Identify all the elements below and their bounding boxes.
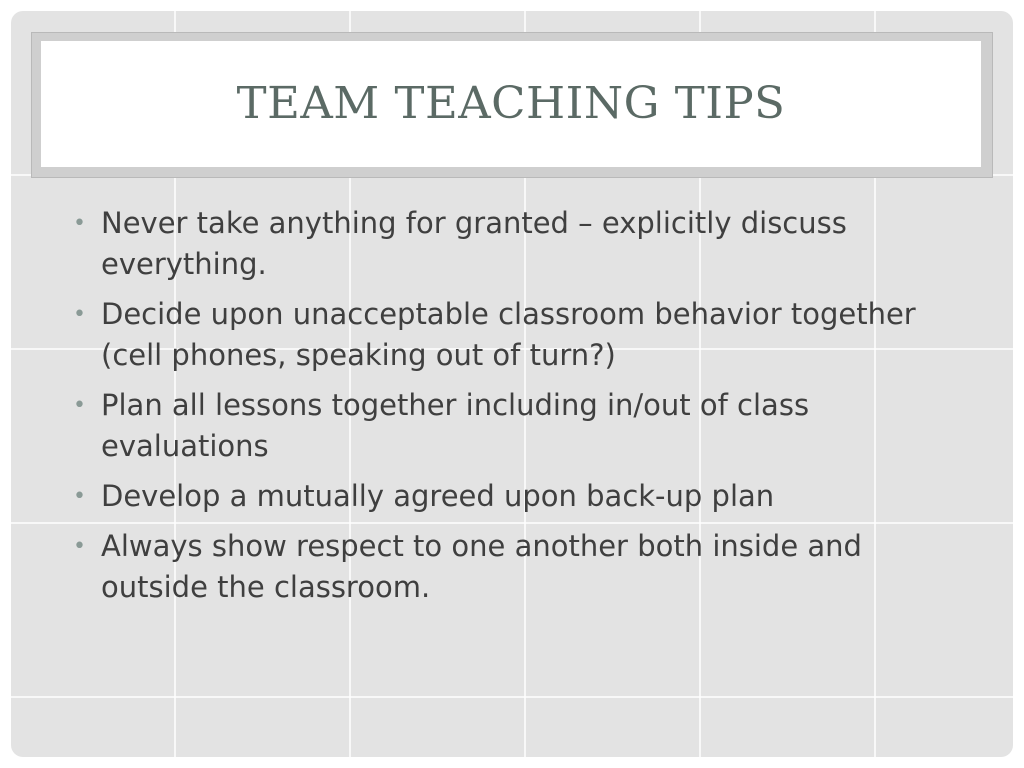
bullet-item <box>73 385 963 467</box>
slide <box>11 11 1013 757</box>
bullet-dot-icon: • <box>73 302 86 327</box>
bullet-dot-icon: • <box>73 484 86 509</box>
bullet-item <box>73 294 963 376</box>
slide-title: TEAM TEACHING TIPS <box>236 78 786 129</box>
title-box <box>41 41 981 167</box>
bullet-item <box>73 526 963 608</box>
bullet-dot-icon: • <box>73 534 86 559</box>
bullet-dot-icon: • <box>73 211 86 236</box>
bullet-dot-icon: • <box>73 393 86 418</box>
bullet-item <box>73 476 963 517</box>
bullet-text: Plan all lessons together including in/out of class evaluations <box>101 388 810 463</box>
bullet-text: Decide upon unacceptable classroom behavior together (cell phones, speaking out of turn?) <box>101 297 916 372</box>
bullet-text: Never take anything for granted – explicitly discuss everything. <box>101 206 847 281</box>
title-frame <box>31 32 993 178</box>
bullet-text: Always show respect to one another both inside and outside the classroom. <box>101 529 862 604</box>
bullet-text: Develop a mutually agreed upon back-up plan <box>101 479 775 513</box>
bullet-item <box>73 203 963 285</box>
bullet-list <box>73 203 963 617</box>
